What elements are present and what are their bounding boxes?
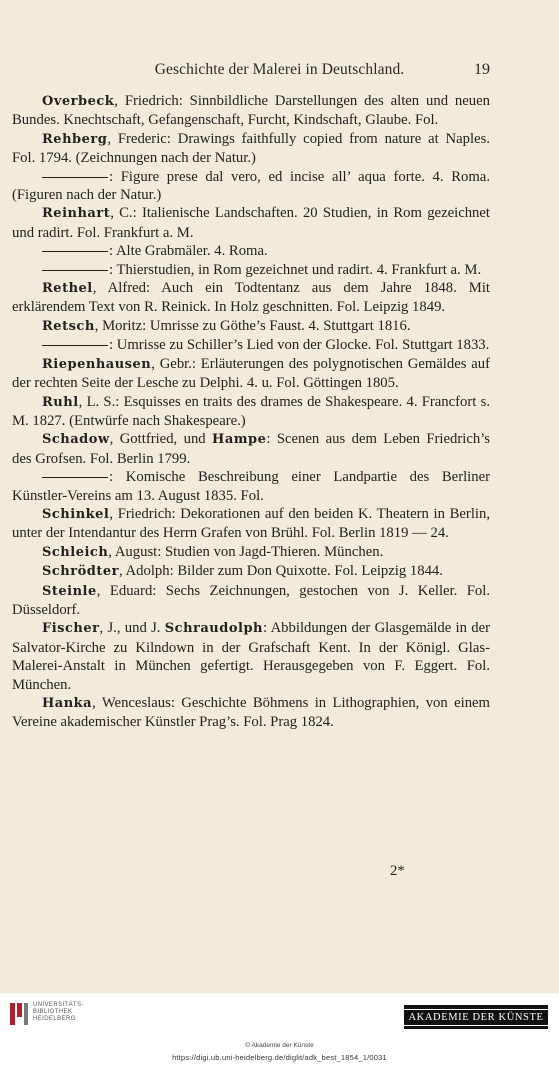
separator: ,	[119, 563, 126, 580]
entry-text: Adolph: Bilder zum Don Quixotte. Fol. Leipzig 1844.	[125, 563, 443, 580]
separator: ,	[151, 355, 160, 372]
bibliography-entry	[12, 430, 490, 468]
bibliography-entry	[12, 505, 490, 543]
bibliography-entry	[12, 242, 490, 260]
separator: ,	[110, 205, 120, 222]
entry-text: C.: Italienische Landschaften. 20 Studien, in Rom gezeichnet und radirt. Fol. Frankfurt a. M.	[12, 205, 490, 241]
bibliography-entry	[12, 694, 490, 732]
separator: :	[266, 431, 277, 448]
separator: :	[263, 620, 271, 637]
ditto-dash	[42, 270, 108, 271]
author-name: Riepenhausen	[42, 356, 152, 372]
ditto-dash	[42, 477, 108, 478]
author-name: Schleich	[42, 544, 109, 560]
bibliography-entry	[12, 279, 490, 317]
author-name: Rethel	[42, 281, 93, 297]
entry-text: Frederic: Drawings faithfully copied from nature at Naples. Fol. 1794. (Zeichnungen nach der Natur.)	[12, 130, 491, 167]
author-name: Rehberg	[42, 131, 108, 147]
bibliography-entry	[12, 619, 490, 694]
entry-text: : Figure prese dal vero, ed incise all’ aqua forte. 4. Roma. (Figuren nach der Natur.)	[12, 168, 490, 204]
author-name: Schinkel	[42, 506, 110, 522]
page-header	[0, 61, 559, 83]
page-number: 19	[474, 61, 490, 78]
entry-text: Abbildungen der Glasgemälde in der Salvator-Kirche zu Kilndown in der Grafschaft Kent. In der Königl. Glas-Malerei-Anstalt in München gefertigt. Herausgegeben von F. Eggert. Fol. München.	[12, 620, 490, 693]
entry-text: L. S.: Esquisses en traits des drames de Shakespeare. 4. Francfort s. M. 1827. (Entwürfe nach Shakespeare.)	[12, 393, 490, 429]
bibliography-entry	[12, 393, 490, 431]
entry-text: Friedrich: Dekorationen auf den beiden K. Theatern in Berlin, unter der Intendantur des Herrn Grafen von Brühl. Fol. Berlin 1819 — 24.	[12, 505, 490, 542]
author-name: Schrödter	[42, 564, 119, 580]
entry-text: Wenceslaus: Geschichte Böhmens in Lithographien, von einem Vereine akademischer Künstler Prag’s. Fol. Prag 1824.	[12, 695, 490, 731]
entry-text: : Alte Grabmäler. 4. Roma.	[109, 243, 268, 260]
separator: ,	[99, 620, 108, 637]
bibliography-entry	[12, 336, 490, 354]
permalink-url[interactable]: https://digi.ub.uni-heidelberg.de/diglit/adk_best_1854_1/0031	[172, 1053, 387, 1062]
akademie-logo[interactable]	[404, 1005, 548, 1029]
akademie-logo-text: AKADEMIE DER KÜNSTE	[401, 1009, 550, 1026]
bibliography-entry	[12, 92, 490, 130]
ditto-dash	[42, 177, 108, 178]
bibliography-entries	[12, 92, 490, 732]
entry-text: Scenen aus dem Leben Friedrich’s des Grofsen. Fol. Berlin 1799.	[12, 431, 491, 467]
entry-text: Eduard: Sechs Zeichnungen, gestochen von J. Keller. Fol. Düsseldorf.	[12, 582, 490, 618]
bibliography-entry	[12, 130, 490, 168]
bibliography-entry	[12, 204, 490, 242]
entry-text: : Umrisse zu Schiller’s Lied von der Glocke. Fol. Stuttgart 1833.	[109, 337, 490, 354]
author-name: Retsch	[42, 318, 95, 334]
author-name: Reinhart	[42, 206, 111, 222]
separator: ,	[92, 695, 102, 711]
bibliography-entry	[12, 355, 490, 393]
separator: ,	[107, 130, 118, 147]
bibliography-entry	[12, 582, 490, 620]
library-logo[interactable]	[8, 1001, 148, 1029]
author-name: Ruhl	[42, 394, 79, 410]
signature-mark: 2*	[390, 863, 405, 879]
bibliography-entry	[12, 468, 490, 505]
separator: ,	[109, 431, 120, 448]
bibliography-entry	[12, 168, 490, 205]
separator: ,	[94, 317, 103, 334]
entry-text: Gottfried, und	[119, 431, 213, 448]
separator: ,	[78, 393, 87, 410]
separator: ,	[96, 582, 110, 599]
author-name: Schadow	[42, 432, 110, 448]
author-name: Hampe	[212, 432, 267, 448]
separator: ,	[92, 280, 108, 297]
copyright-notice: © Akademie der Künste	[245, 1042, 314, 1049]
running-title: Geschichte der Malerei in Deutschland.	[154, 61, 405, 78]
entry-text: Gebr.: Erläuterungen des polygnotischen Gemäldes auf der rechten Seite der Lesche zu Delphi. 4. u. Fol. Göttingen 1805.	[12, 355, 490, 392]
author-name: Fischer	[42, 621, 100, 637]
ditto-dash	[42, 251, 108, 252]
entry-text: Moritz: Umrisse zu Göthe’s Faust. 4. Stuttgart 1816.	[102, 317, 411, 334]
library-logo-icon	[8, 1001, 30, 1027]
entry-text: August: Studien von Jagd-Thieren. München.	[114, 543, 384, 560]
bibliography-entry	[12, 543, 490, 562]
entry-text: J., und J.	[107, 620, 165, 637]
author-name: Overbeck	[42, 94, 115, 109]
separator: ,	[109, 505, 118, 522]
bibliography-entry	[12, 562, 490, 581]
entry-text: : Komische Beschreibung einer Landpartie des Berliner Künstler-Vereins am 13. August 1835. Fol.	[12, 469, 490, 504]
entry-text: Friedrich: Sinnbildliche Darstellungen des alten und neuen Bundes. Knechtschaft, Gefangenschaft, Furcht, Kindschaft, Glaube. Fol.	[12, 93, 491, 129]
separator: ,	[114, 93, 125, 109]
bibliography-entry	[12, 317, 490, 336]
separator: ,	[108, 543, 115, 560]
entry-text: Alfred: Auch ein Todtentanz aus dem Jahre 1848. Mit erklärendem Text von R. Reinick. In Holz geschnitten. Fol. Leipzig 1849.	[12, 280, 490, 316]
author-name: Schraudolph	[164, 621, 263, 637]
ditto-dash	[42, 345, 108, 346]
entry-text: : Thierstudien, in Rom gezeichnet und radirt. 4. Frankfurt a. M.	[109, 261, 482, 278]
bibliography-entry	[12, 261, 490, 279]
author-name: Steinle	[42, 583, 97, 599]
library-logo-text: UNIVERSITÄTS- BIBLIOTHEK HEIDELBERG	[33, 1002, 84, 1023]
author-name: Hanka	[42, 696, 93, 711]
viewer-footer	[0, 993, 559, 1065]
